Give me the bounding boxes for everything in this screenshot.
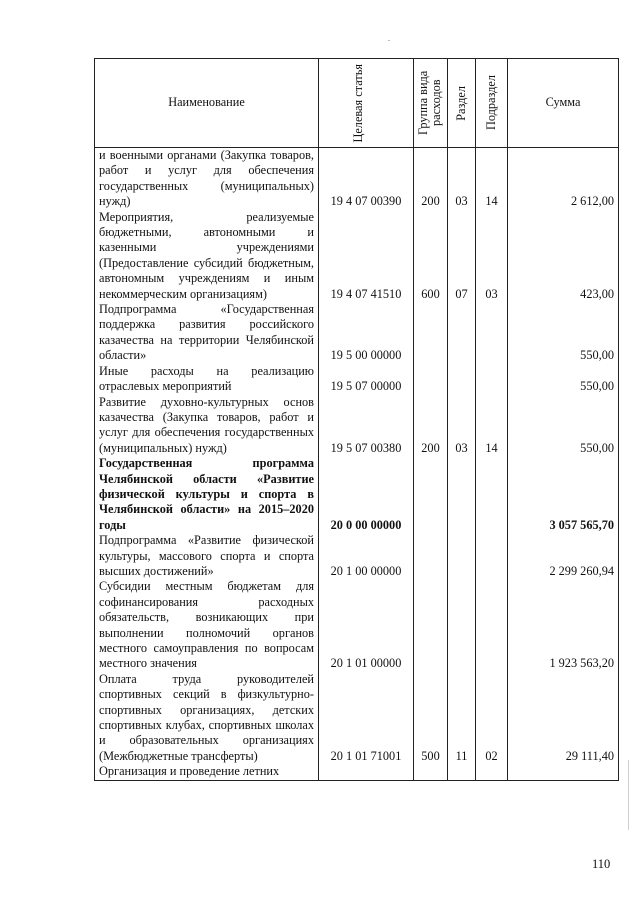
table-row: [95, 395, 619, 457]
row-target-article: 19 5 00 00000: [319, 302, 414, 364]
table-row: [95, 210, 619, 302]
row-sum: 550,00: [508, 364, 619, 395]
row-target-article: 19 5 07 00380: [319, 395, 414, 457]
row-name: Субсидии местным бюджетам для софинансирования расходных обязательств, возникающих при выполнении полномочий органов местного самоуправления по вопросам местного значения: [95, 579, 319, 671]
row-sum: 2 612,00: [508, 148, 619, 210]
row-name: Подпрограмма «Государственная поддержка развития российского казачества на территории Челябинской области»: [95, 302, 319, 364]
header-section: Раздел: [448, 59, 476, 148]
row-expense-group: [414, 533, 448, 579]
table-row: [95, 364, 619, 395]
row-sum: 2 299 260,94: [508, 533, 619, 579]
row-subsection: 14: [476, 148, 508, 210]
row-target-article: 20 0 00 00000: [319, 456, 414, 533]
row-expense-group: 200: [414, 148, 448, 210]
row-target-article: 20 1 01 00000: [319, 579, 414, 671]
table-row: [95, 579, 619, 671]
table-row: [95, 456, 619, 533]
row-name: Развитие духовно-культурных основ казачества (Закупка товаров, работ и услуг для обеспечения государственных (муниципальных) нужд): [95, 395, 319, 457]
row-subsection: [476, 302, 508, 364]
row-name: Организация и проведение летних: [95, 764, 319, 780]
table-row: [95, 533, 619, 579]
row-sum: 550,00: [508, 302, 619, 364]
row-expense-group: 600: [414, 210, 448, 302]
row-expense-group: 200: [414, 395, 448, 457]
row-name: и военными органами (Закупка товаров, работ и услуг для обеспечения государственных (муниципальных) нужд): [95, 148, 319, 210]
row-section: [448, 764, 476, 780]
row-sum: [508, 764, 619, 780]
table-body: [95, 148, 619, 781]
row-sum: 29 111,40: [508, 672, 619, 764]
row-sum: 423,00: [508, 210, 619, 302]
row-name: Государственная программа Челябинской области «Развитие физической культуры и спорта в Челябинской области» на 2015–2020 годы: [95, 456, 319, 533]
row-expense-group: [414, 302, 448, 364]
scan-speck: [388, 40, 390, 41]
table-row: [95, 672, 619, 764]
row-section: [448, 456, 476, 533]
row-section: [448, 579, 476, 671]
row-sum: 550,00: [508, 395, 619, 457]
row-expense-group: 500: [414, 672, 448, 764]
header-subsection: Подраздел: [476, 59, 508, 148]
row-sum: 3 057 565,70: [508, 456, 619, 533]
row-section: [448, 302, 476, 364]
row-section: 03: [448, 148, 476, 210]
row-name: Подпрограмма «Развитие физической культуры, массового спорта и спорта высших достижений»: [95, 533, 319, 579]
header-target-article: Целевая статья: [319, 59, 414, 148]
row-expense-group: [414, 456, 448, 533]
page-number: 110: [592, 857, 611, 871]
row-name: Мероприятия, реализуемые бюджетными, автономными и казенными учреждениями (Предоставление субсидий бюджетным, автономным учреждениям и иным некоммерческим организациям): [95, 210, 319, 302]
table-row: [95, 764, 619, 780]
scan-edge-mark: [628, 760, 629, 830]
row-subsection: 14: [476, 395, 508, 457]
row-expense-group: [414, 579, 448, 671]
row-sum: 1 923 563,20: [508, 579, 619, 671]
row-subsection: [476, 364, 508, 395]
row-target-article: 20 1 00 00000: [319, 533, 414, 579]
row-name: Иные расходы на реализацию отраслевых мероприятий: [95, 364, 319, 395]
row-section: 11: [448, 672, 476, 764]
header-sum: Сумма: [508, 59, 619, 148]
row-subsection: [476, 456, 508, 533]
row-subsection: 03: [476, 210, 508, 302]
row-target-article: 19 4 07 00390: [319, 148, 414, 210]
row-subsection: [476, 764, 508, 780]
row-target-article: 19 4 07 41510: [319, 210, 414, 302]
row-subsection: 02: [476, 672, 508, 764]
row-section: 07: [448, 210, 476, 302]
row-section: 03: [448, 395, 476, 457]
row-target-article: 20 1 01 71001: [319, 672, 414, 764]
row-subsection: [476, 579, 508, 671]
table-row: [95, 148, 619, 210]
row-expense-group: [414, 764, 448, 780]
row-expense-group: [414, 364, 448, 395]
row-subsection: [476, 533, 508, 579]
row-target-article: 19 5 07 00000: [319, 364, 414, 395]
row-name: Оплата труда руководителей спортивных секций в физкультурно-спортивных организациях, детских спортивных клубах, спортивных школах и образовательных организациях (Межбюджетные трансферты): [95, 672, 319, 764]
table-row: [95, 302, 619, 364]
row-section: [448, 364, 476, 395]
row-target-article: [319, 764, 414, 780]
header-expense-group: Группа вида расходов: [414, 59, 448, 148]
row-section: [448, 533, 476, 579]
header-name: Наименование: [95, 59, 319, 148]
table-header: [95, 59, 619, 148]
budget-table: [94, 58, 619, 781]
